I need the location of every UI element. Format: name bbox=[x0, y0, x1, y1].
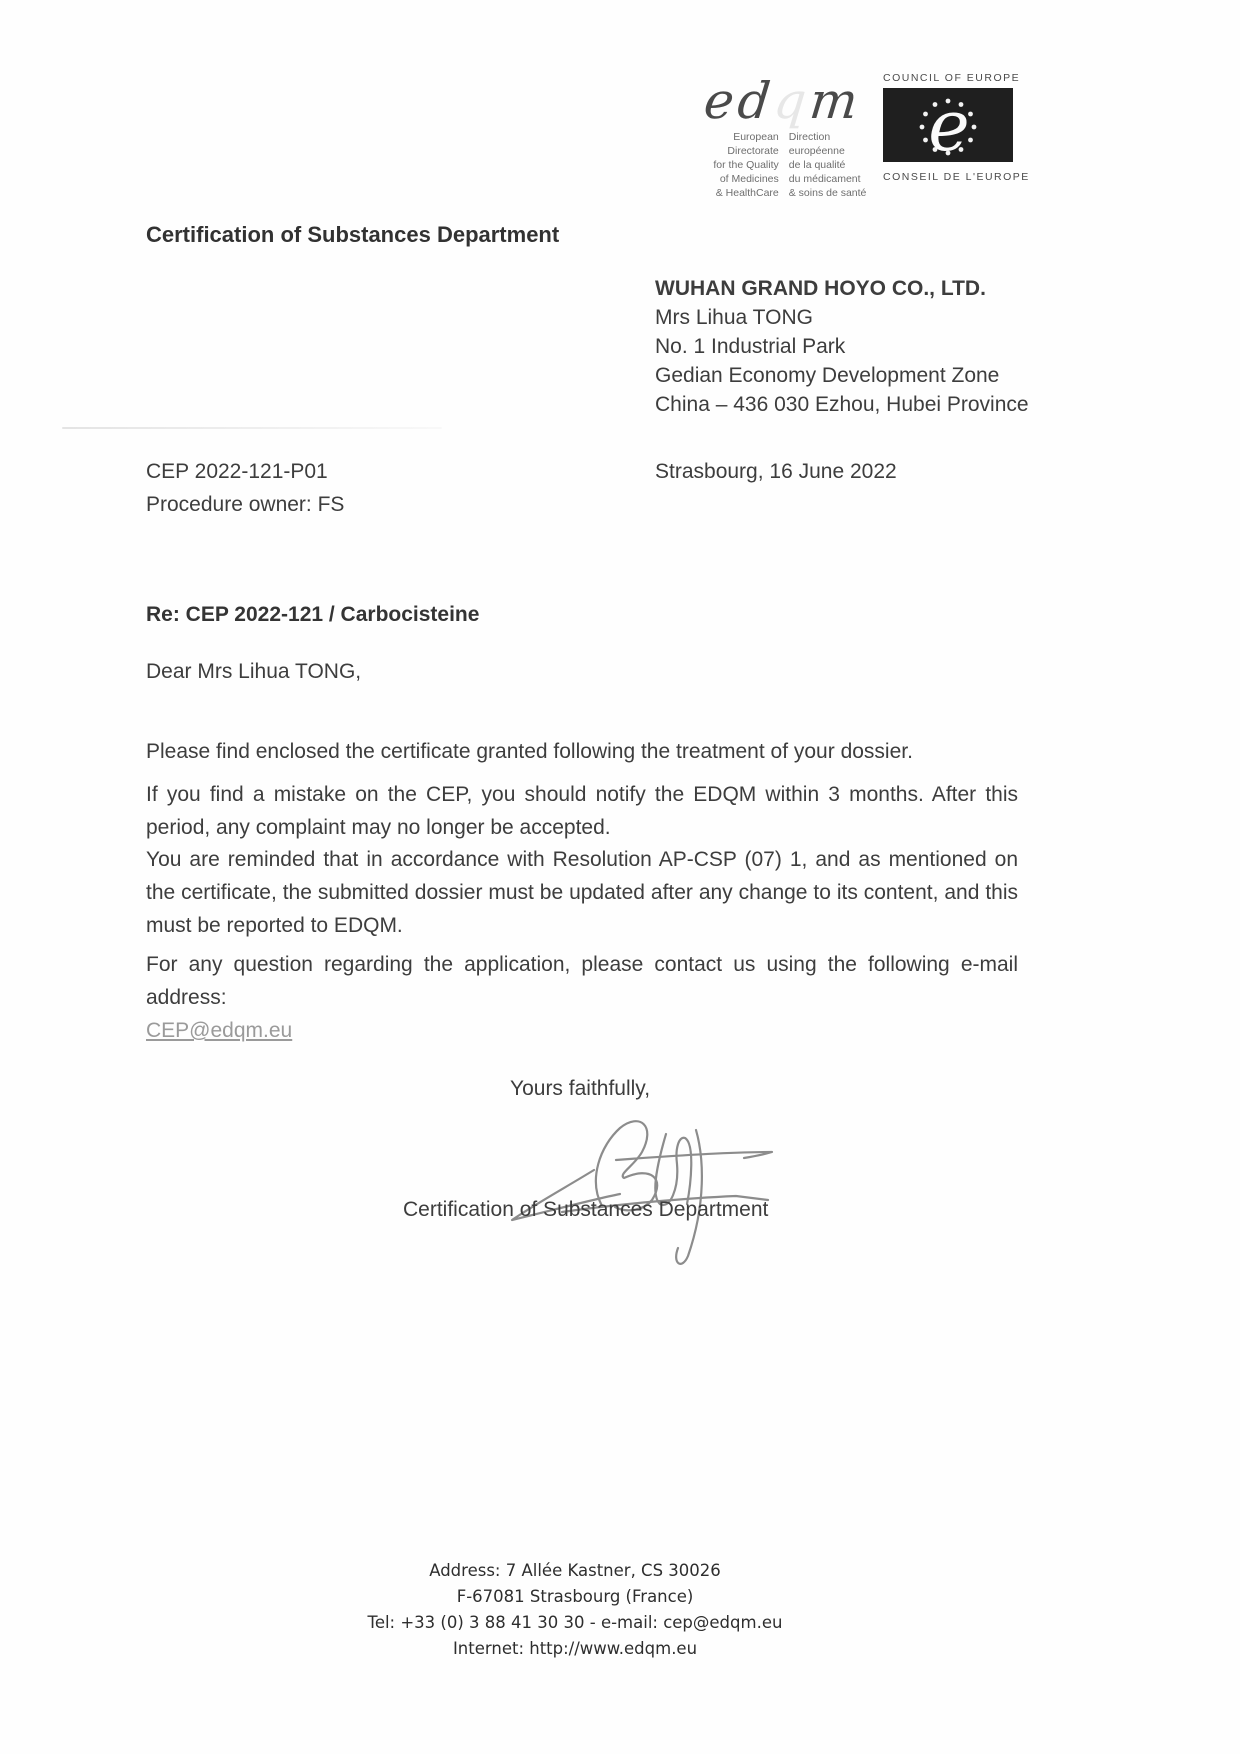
salutation: Dear Mrs Lihua TONG, bbox=[146, 660, 362, 683]
reference-block bbox=[146, 455, 344, 521]
footer-internet-line: Internet: http://www.edqm.eu bbox=[452, 1639, 698, 1658]
paragraph-3: You are reminded that in accordance with Resolution AP-CSP (07) 1, and as mentioned on the certificate, the submitted dossier must be updated after any change to its content, and this must be reported to EDQM. bbox=[146, 848, 1018, 937]
cep-reference-number: CEP 2022-121-P01 bbox=[146, 460, 328, 483]
svg-text:e: e bbox=[928, 88, 970, 162]
signer-department: Certification of Substances Department bbox=[403, 1198, 769, 1221]
cep-email-link[interactable]: CEP@edqm.eu bbox=[146, 1019, 293, 1042]
paragraph-4 bbox=[146, 948, 1018, 1047]
scan-artifact-line bbox=[62, 427, 442, 429]
recipient-address-line3: China – 436 030 Ezhou, Hubei Province bbox=[655, 393, 1029, 416]
recipient-contact: Mrs Lihua TONG bbox=[655, 306, 813, 329]
valediction: Yours faithfully, bbox=[510, 1077, 651, 1100]
footer-address-line2: F-67081 Strasbourg (France) bbox=[456, 1587, 694, 1606]
recipient-address-line1: No. 1 Industrial Park bbox=[655, 335, 846, 358]
coe-top-label: COUNCIL OF EUROPE bbox=[883, 72, 1021, 84]
edqm-taglines bbox=[700, 130, 868, 200]
footer-contact-line: Tel: +33 (0) 3 88 41 30 30 - e-mail: cep@edqm.eu bbox=[367, 1613, 783, 1632]
edqm-logo bbox=[698, 72, 868, 130]
paragraph-1: Please find enclosed the certificate granted following the treatment of your dossier. bbox=[146, 740, 913, 763]
edqm-tagline-en: European Directorate for the Quality of Medicines & HealthCare bbox=[713, 131, 779, 199]
place-and-date: Strasbourg, 16 June 2022 bbox=[655, 460, 897, 483]
paragraph-4-text: For any question regarding the application, please contact us using the following e-mail address: bbox=[146, 953, 1018, 1009]
edqm-logo-icon: edqm bbox=[701, 72, 865, 130]
edqm-tagline-fr: Direction européenne de la qualité du médicament & soins de santé bbox=[788, 131, 867, 199]
recipient-address-line2: Gedian Economy Development Zone bbox=[655, 364, 1000, 387]
sender-department-heading: Certification of Substances Department bbox=[146, 222, 560, 247]
signature-icon bbox=[498, 1108, 788, 1273]
recipient-company: WUHAN GRAND HOYO CO., LTD. bbox=[655, 277, 986, 300]
council-of-europe-logo bbox=[883, 72, 1030, 183]
coe-bottom-label: CONSEIL DE L'EUROPE bbox=[883, 171, 1030, 183]
coe-emblem-icon bbox=[883, 88, 1013, 167]
paragraph-2: If you find a mistake on the CEP, you should notify the EDQM within 3 months. After this period, any complaint may no longer be accepted. bbox=[146, 783, 1018, 839]
footer-address-line1: Address: 7 Allée Kastner, CS 30026 bbox=[429, 1561, 721, 1580]
recipient-address-block bbox=[655, 274, 1029, 419]
subject-line: Re: CEP 2022-121 / Carbocisteine bbox=[146, 603, 480, 626]
footer-address-block bbox=[305, 1558, 845, 1662]
procedure-owner: Procedure owner: FS bbox=[146, 493, 345, 516]
